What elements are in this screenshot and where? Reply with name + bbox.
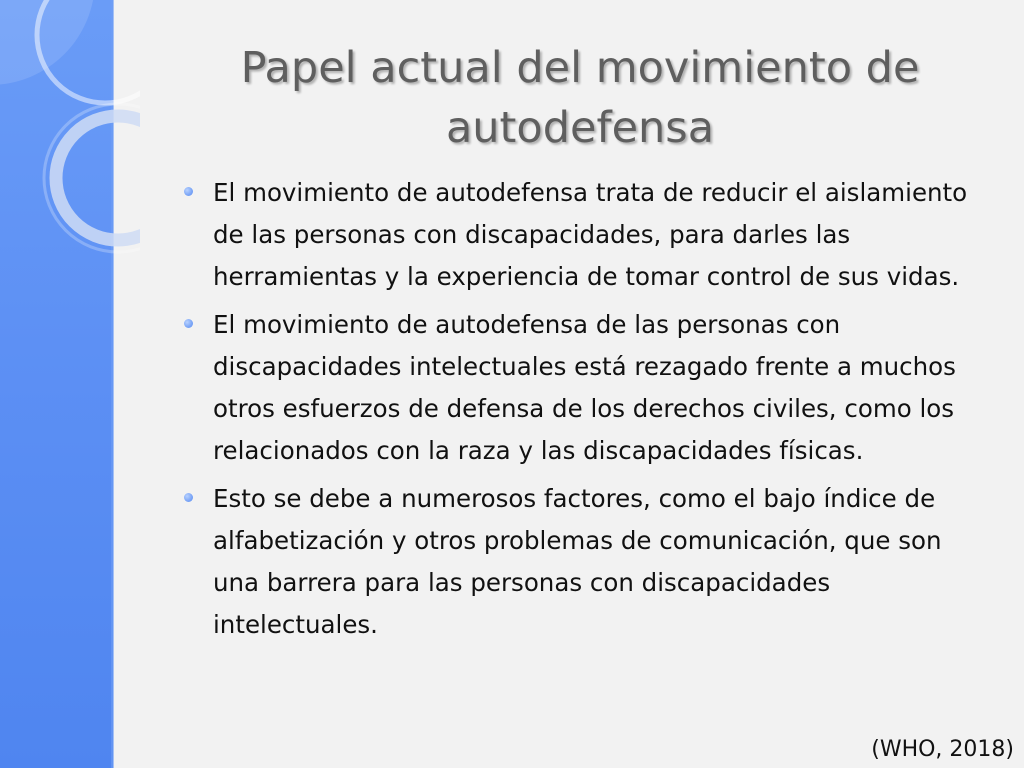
bullet-line: otros esfuerzos de defensa de los derechos civiles, como los (213, 394, 955, 423)
bullet-item (178, 304, 1018, 472)
bullet-line: El movimiento de autodefensa de las personas con (213, 310, 841, 339)
bullet-line: Esto se debe a numerosos factores, como el bajo índice de (213, 484, 936, 513)
bullet-line: discapacidades intelectuales está rezagado frente a muchos (213, 352, 956, 381)
citation-text: (WHO, 2018) (871, 737, 1014, 762)
bullet-item (178, 478, 1018, 646)
bullet-text (213, 172, 1003, 298)
round-bullet-icon (184, 187, 193, 196)
left-sidebar-band (0, 0, 113, 768)
title-line: Papel actual del movimiento de (240, 43, 920, 93)
bullet-line: alfabetización y otros problemas de comunicación, que son (213, 526, 942, 555)
bullet-line: El movimiento de autodefensa trata de reducir el aislamiento (213, 178, 968, 207)
sidebar-edge (111, 0, 114, 768)
bullet-text (213, 478, 1003, 646)
bullet-line: de las personas con discapacidades, para darles las (213, 220, 851, 249)
bullet-line: intelectuales. (213, 610, 378, 639)
round-bullet-icon (184, 493, 193, 502)
bullet-list (178, 172, 1018, 652)
bullet-item (178, 172, 1018, 298)
bullet-line: una barrera para las personas con discapacidades (213, 568, 831, 597)
slide-title (150, 38, 1010, 158)
title-line: autodefensa (445, 103, 715, 153)
round-bullet-icon (184, 319, 193, 328)
bullet-line: herramientas y la experiencia de tomar control de sus vidas. (213, 262, 960, 291)
bullet-text (213, 304, 1003, 472)
bullet-line: relacionados con la raza y las discapacidades físicas. (213, 436, 864, 465)
